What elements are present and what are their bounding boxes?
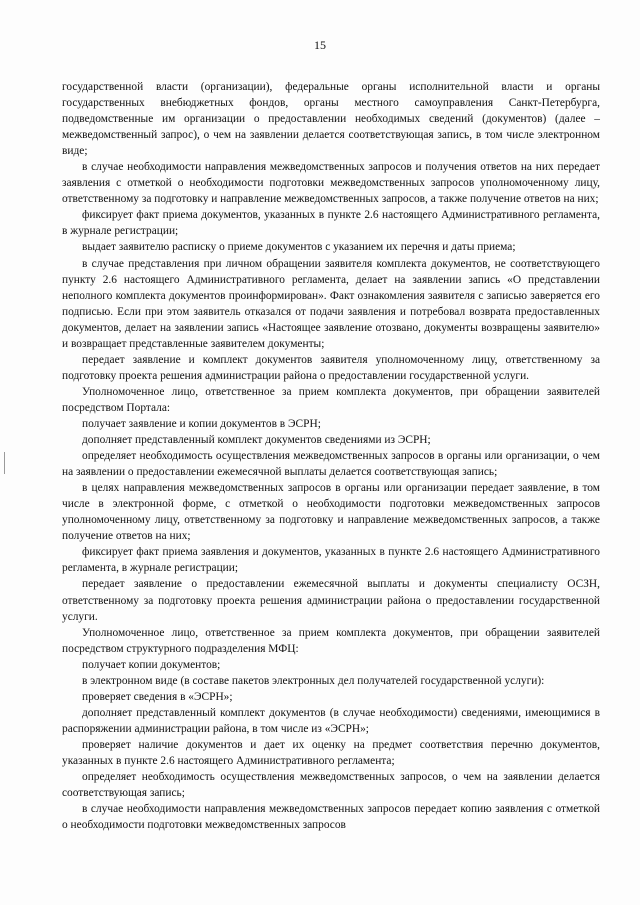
paragraph-18: дополняет представленный комплект документов (в случае необходимости) сведениями, имеющимися в распоряжении администрации района, в том числе из «ЭСРН»; [62,706,600,735]
paragraph-13: передает заявление о предоставлении ежемесячной выплаты и документы специалисту ОСЗН, ответственному за подготовку проекта решения администрации района о предоставлении государственной услуги. [62,578,600,623]
paragraph-2: в случае необходимости направления межведомственных запросов и получения ответов на них передает заявления с отметкой о необходимости подготовки межведомственных запросов уполномоченному лицу, ответственному за подготовку и направление межведомственных запросов, а также получение ответов на них; [62,161,600,206]
paragraph-11: в целях направления межведомственных запросов в органы или организации передает заявление, в том числе в электронной форме, с отметкой о необходимости подготовки межведомственных запросов уполномоченному лицу, ответственному за подготовку и направление межведомственных запросов, а также получение ответов на них; [62,482,600,543]
paragraph-10: определяет необходимость осуществления межведомственных запросов в органы или организации, о чем на заявлении о предоставлении ежемесячной выплаты делается соответствующая запись; [62,450,600,479]
paragraph-1: государственной власти (организации), федеральные органы исполнительной власти и органы государственных внебюджетных фондов, органы местного самоуправления Санкт-Петербурга, подведомственные им организации о предоставлении необходимых сведений (документов) (далее – межведомственный запрос), о чем на заявлении делается соответствующая запись, в том числе электронном виде; [62,81,600,158]
paragraph-4: выдает заявителю расписку о приеме документов с указанием их перечня и даты приема; [82,241,516,254]
paragraph-19: проверяет наличие документов и дает их оценку на предмет соответствия перечню документов, указанных в пункте 2.6 настоящего Административного регламента; [62,738,600,767]
paragraph-20: определяет необходимость осуществления межведомственных запросов, о чем на заявлении делается соответствующая запись; [62,771,600,800]
paragraph-6: передает заявление и комплект документов заявителя уполномоченному лицу, ответственному за подготовку проекта решения администрации района о предоставлении государственной услуги. [62,353,600,382]
paragraph-3: фиксирует факт приема документов, указанных в пункте 2.6 настоящего Административного регламента, в журнале регистрации; [62,209,600,238]
paragraph-17: проверяет сведения в «ЭСРН»; [82,690,233,703]
document-body [62,79,600,833]
paragraph-16: в электронном виде (в составе пакетов электронных дел получателей государственной услуги): [82,674,545,687]
paragraph-15: получает копии документов; [82,658,221,671]
page-number: 15 [314,38,326,52]
paragraph-8: получает заявление и копии документов в ЭСРН; [82,417,321,430]
paragraph-7: Уполномоченное лицо, ответственное за прием комплекта документов, при обращении заявителей посредством Портала: [62,385,600,414]
paragraph-5: в случае представления при личном обращении заявителя комплекта документов, не соответствующего пункту 2.6 настоящего Административного регламента, делает на заявлении запись «О представлении неполного комплекта документов проинформирован». Факт ознакомления заявителя с записью заверяется его подписью. Если при этом заявитель отказался от подачи заявления и потребовал возврата предоставленных документов, делает на заявлении запись «Настоящее заявление отозвано, документы возвращены заявителю» и возвращает представленные заявителем документы; [62,257,600,350]
paragraph-21: в случае необходимости направления межведомственных запросов передает копию заявления с отметкой о необходимости подготовки межведомственных запросов [62,803,600,832]
paragraph-12: фиксирует факт приема заявления и документов, указанных в пункте 2.6 настоящего Административного регламента, в журнале регистрации; [62,546,600,575]
paragraph-14: Уполномоченное лицо, ответственное за прием комплекта документов, при обращении заявителей посредством структурного подразделения МФЦ: [62,626,600,655]
scan-margin-mark [4,452,5,474]
paragraph-9: дополняет представленный комплект документов сведениями из ЭСРН; [82,434,431,447]
